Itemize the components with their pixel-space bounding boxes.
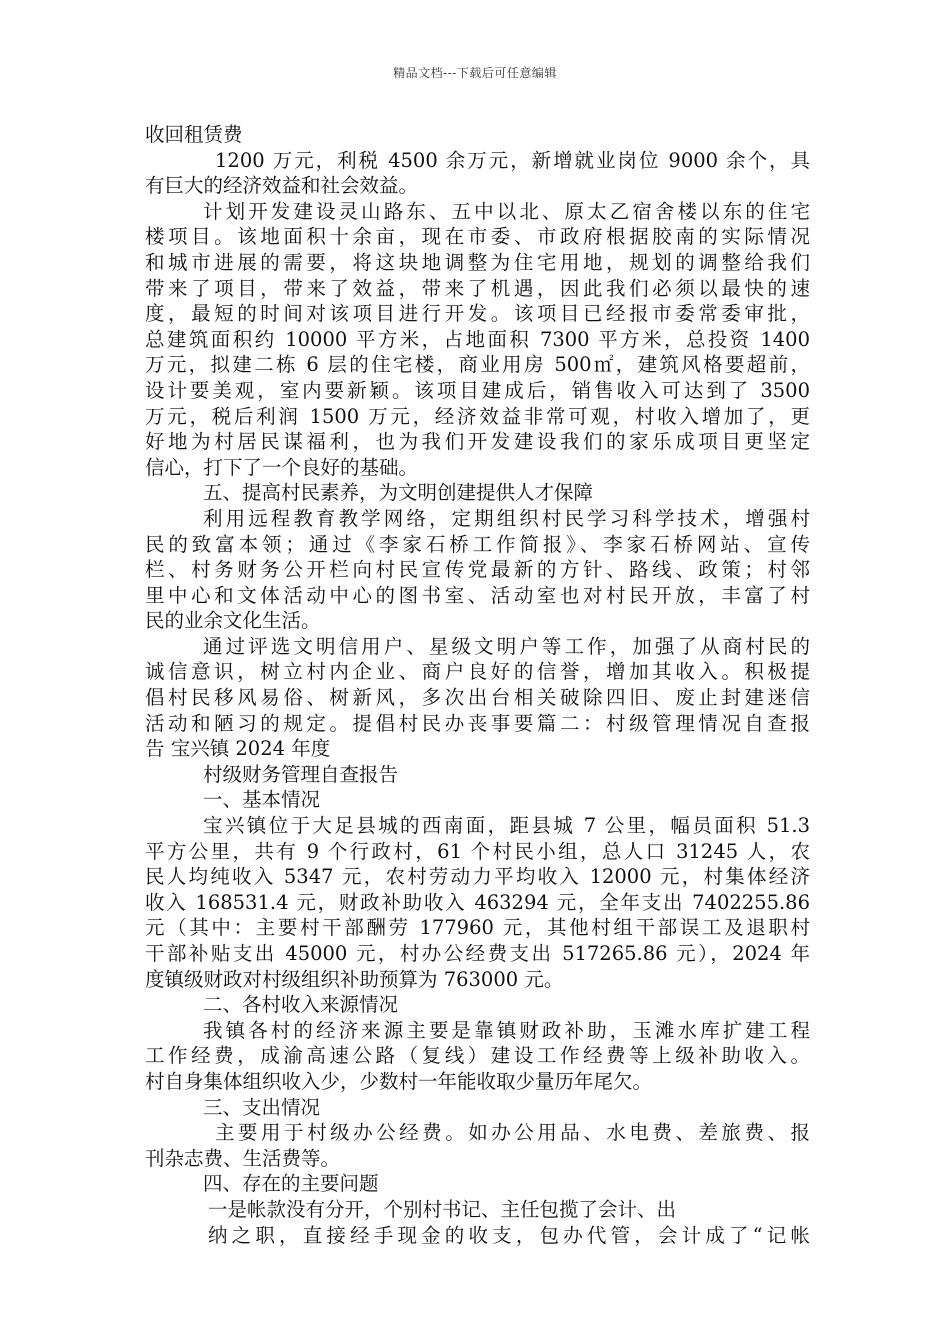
text-line: 村级财务管理自查报告	[203, 762, 399, 786]
text-line: 里中心和文体活动中心的图书室、活动室也对村民开放，丰富了村	[145, 583, 810, 607]
text-line: 二、各村收入来源情况	[203, 993, 399, 1017]
text-line: 主要用于村级办公经费。如办公用品、水电费、差旅费、报	[215, 1121, 810, 1145]
text-line: 利用远程教育教学网络，定期组织村民学习科学技术，增强村	[203, 506, 810, 530]
text-line: 我镇各村的经济来源主要是靠镇财政补助，玉滩水库扩建工程	[203, 1018, 810, 1042]
text-line: 诚信意识，树立村内企业、商户良好的信誉，增加其收入。积极提	[145, 660, 810, 684]
text-line: 万元，税后利润 1500 万元，经济效益非常可观，村收入增加了，更	[145, 404, 810, 428]
text-line: 活动和陋习的规定。提倡村民办丧事要篇二：村级管理情况自查报	[145, 711, 810, 735]
text-line: 干部补贴支出 45000 元，村办公经费支出 517265.86 元），2024 年	[145, 942, 810, 965]
text-line: 纳之职，直接经手现金的收支，包办代管，会计成了“记帐	[208, 1223, 810, 1247]
text-line: 告 宝兴镇 2024 年度	[145, 737, 331, 761]
text-line: 一、基本情况	[203, 788, 321, 812]
text-line: 设计要美观，室内要新颖。该项目建成后，销售收入可达到了 3500	[145, 378, 810, 402]
text-line: 五、提高村民素养，为文明创建提供人才保障	[203, 481, 594, 505]
text-line: 和城市进展的需要，将这块地调整为住宅用地，规划的调整给我们	[145, 250, 810, 274]
text-line: 好地为村居民谋福利，也为我们开发建设我们的家乐成项目更坚定	[145, 430, 810, 454]
text-line: 收入 168531.4 元，财政补助收入 463294 元，全年支出 7402255.86	[145, 890, 810, 914]
document-body	[145, 122, 810, 1248]
text-line: 有巨大的经济效益和社会效益。	[145, 174, 419, 198]
text-line: 工作经费，成渝高速公路（复线）建设工作经费等上级补助收入。	[145, 1044, 810, 1068]
text-line: 元（其中：主要村干部酬劳 177960 元，其他村组干部误工及退职村	[145, 916, 810, 940]
text-line: 万元，拟建二栋 6 层的住宅楼，商业用房 500㎡，建筑风格要超前，	[145, 353, 810, 377]
text-line: 总建筑面积约 10000 平方米，占地面积 7300 平方米，总投资 1400	[145, 327, 810, 351]
text-line: 度，最短的时间对该项目进行开发。该项目已经报市委常委审批，	[145, 302, 810, 326]
text-line: 信心，打下了一个良好的基础。	[145, 455, 419, 479]
text-line: 带来了项目，带来了效益，带来了机遇，因此我们必须以最快的速	[145, 276, 810, 300]
text-line: 平方公里，共有 9 个行政村，61 个村民小组，总人口 31245 人，农	[145, 839, 810, 863]
text-line: 民人均纯收入 5347 元，农村劳动力平均收入 12000 元，村集体经济	[145, 865, 810, 889]
text-line: 四、存在的主要问题	[203, 1172, 379, 1196]
text-line: 计划开发建设灵山路东、五中以北、原太乙宿舍楼以东的住宅	[203, 199, 810, 223]
text-line: 一是帐款没有分开，个别村书记、主任包揽了会计、出	[208, 1197, 677, 1221]
text-line: 民的业余文化生活。	[145, 609, 321, 633]
text-line: 1200 万元，利税 4500 余万元，新增就业岗位 9000 余个，具	[215, 148, 810, 172]
text-line: 村自身集体组织收入少，少数村一年能收取少量历年尾欠。	[145, 1069, 653, 1093]
text-line: 刊杂志费、生活费等。	[145, 1146, 341, 1170]
text-line: 三、支出情况	[203, 1095, 321, 1119]
text-line: 倡村民移风易俗、树新风，多次出台相关破除四旧、废止封建迷信	[145, 686, 810, 710]
text-line: 楼项目。该地面积十余亩，现在市委、市政府根据胶南的实际情况	[145, 225, 810, 249]
text-line: 通过评选文明信用户、星级文明户等工作，加强了从商村民的	[203, 634, 810, 658]
text-line: 栏、村务财务公开栏向村民宣传党最新的方针、路线、政策；村邻	[145, 558, 810, 582]
text-line: 收回租赁费	[145, 123, 243, 146]
page-header: 精品文档---下载后可任意编辑	[393, 66, 557, 80]
text-line: 宝兴镇位于大足县城的西南面，距县城 7 公里，幅员面积 51.3	[203, 814, 810, 838]
text-line: 度镇级财政对村级组织补助预算为 763000 元。	[145, 967, 564, 991]
text-line: 民的致富本领；通过《李家石桥工作简报》、李家石桥网站、宣传	[145, 532, 810, 556]
